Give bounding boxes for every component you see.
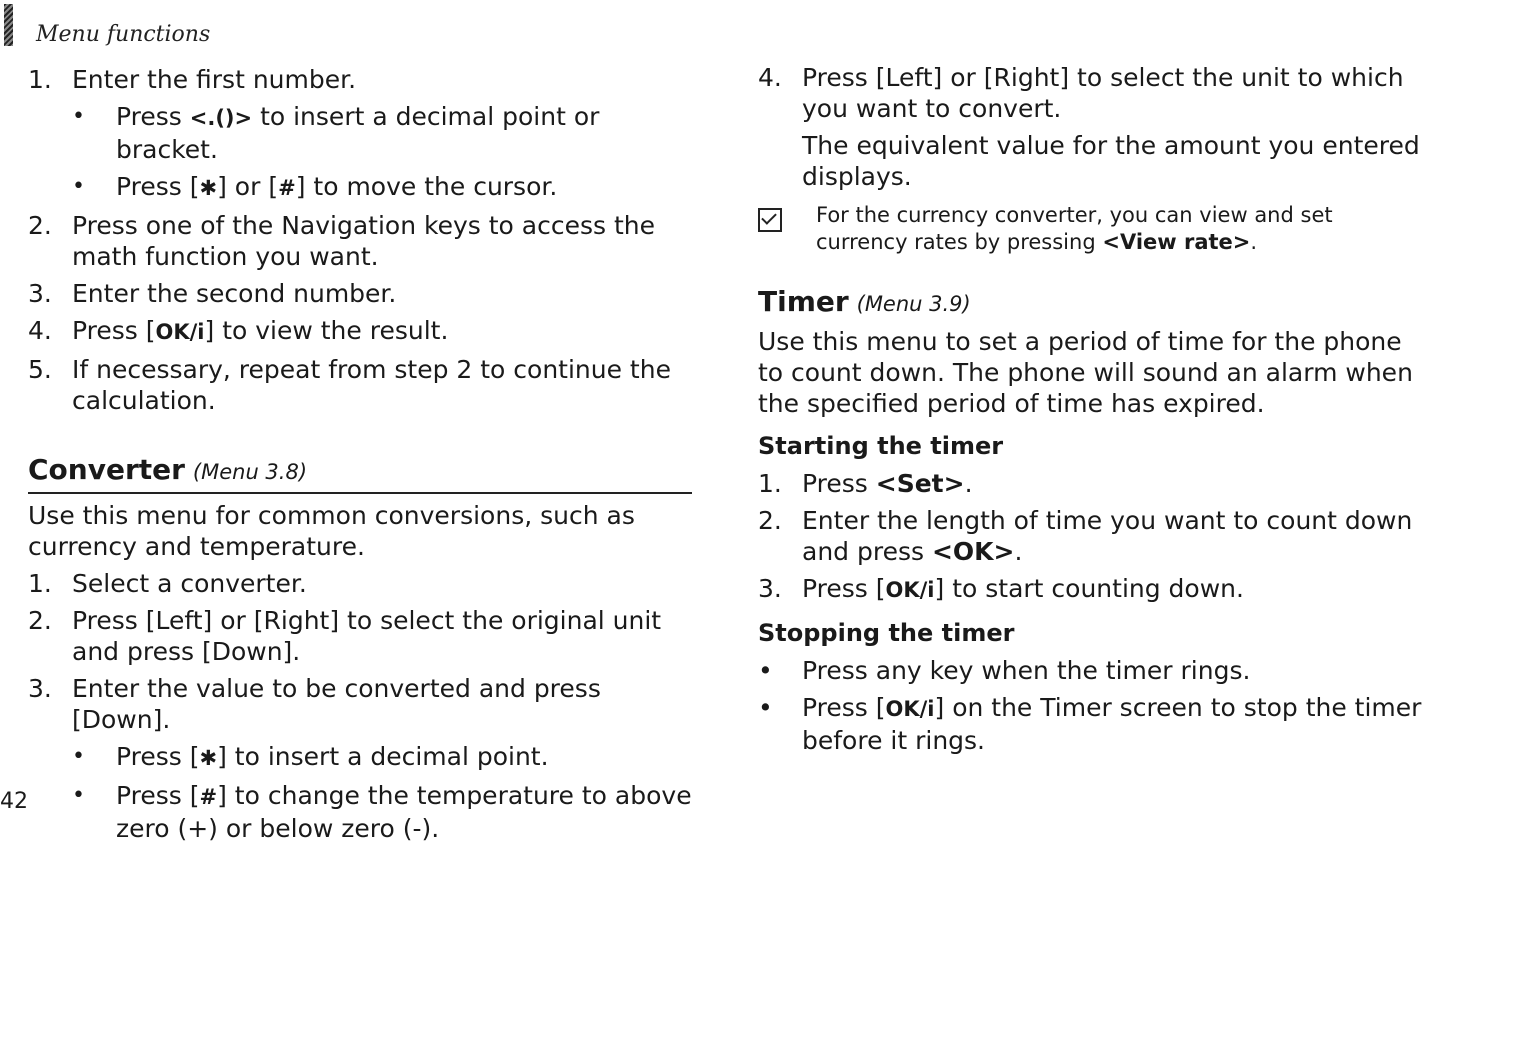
set-key-label: <Set> <box>875 469 965 498</box>
ok-key-label: <OK> <box>931 537 1015 566</box>
bullet-text: Press <.()> to insert a decimal point or bracket. <box>116 102 600 164</box>
star-key-icon: ✱ <box>199 746 218 770</box>
step-number: 1. <box>758 469 782 498</box>
step-text: Enter the second number. <box>72 279 397 308</box>
step-number: 3. <box>28 674 52 703</box>
bullet-text: Press [OK/i] on the Timer screen to stop the timer before it rings. <box>802 693 1422 755</box>
step-text: Press one of the Navigation keys to access the math function you want. <box>72 211 656 271</box>
right-column <box>758 62 1428 756</box>
calc-bullet-1 <box>28 101 692 165</box>
note-box <box>758 202 1428 256</box>
step-number: 1. <box>28 569 52 598</box>
step-text: Press <Set>. <box>802 469 973 498</box>
step-text: Press [OK/i] to view the result. <box>72 316 449 345</box>
bullet-text: Press [✱] to insert a decimal point. <box>116 742 549 771</box>
view-rate-key-label: <View rate> <box>1102 230 1251 254</box>
ok-key-icon: OK/i <box>885 578 935 602</box>
hash-key-icon: # <box>278 176 296 200</box>
step-number: 5. <box>28 355 52 384</box>
converter-menu-ref: (Menu 3.8) <box>192 460 308 484</box>
timer-intro: Use this menu to set a period of time for the phone to count down. The phone will sound an alarm when the specified period of time has expired. <box>758 327 1413 418</box>
timer-step-3 <box>758 573 1428 606</box>
converter-step-2 <box>28 605 692 667</box>
step-text: Press [Left] or [Right] to select the original unit and press [Down]. <box>72 606 662 666</box>
page-number: 42 <box>0 789 28 814</box>
bullet-dot: • <box>758 656 773 685</box>
starting-timer-heading: Starting the timer <box>758 432 1004 460</box>
calc-step-5 <box>28 354 692 416</box>
step-text: Press [Left] or [Right] to select the unit to which you want to convert. <box>802 63 1404 123</box>
step-result-text: The equivalent value for the amount you entered displays. <box>802 131 1420 191</box>
converter-step-4 <box>758 62 1428 192</box>
timer-step-2 <box>758 505 1428 567</box>
step-text: Select a converter. <box>72 569 307 598</box>
converter-heading <box>28 454 692 494</box>
timer-step-1 <box>758 468 1428 499</box>
step-text: If necessary, repeat from step 2 to continue the calculation. <box>72 355 671 415</box>
converter-bullet-2 <box>28 780 692 844</box>
decimal-key-label: <.()> <box>189 106 253 130</box>
step-text: Press [OK/i] to start counting down. <box>802 574 1244 603</box>
stop-bullet-1 <box>758 655 1428 686</box>
step-number: 4. <box>28 316 52 345</box>
step-number: 4. <box>758 63 782 92</box>
step-number: 3. <box>758 574 782 603</box>
header-bar-graphic <box>4 4 13 46</box>
calc-step-2 <box>28 210 692 272</box>
header-title: Menu functions <box>36 22 211 47</box>
stopping-timer-heading: Stopping the timer <box>758 619 1015 647</box>
step-text: Enter the value to be converted and press [Down]. <box>72 674 601 734</box>
step-number: 2. <box>758 506 782 535</box>
converter-title: Converter <box>28 453 185 486</box>
step-text: Enter the first number. <box>72 65 357 94</box>
timer-heading <box>758 286 1428 320</box>
step-text: Enter the length of time you want to count down and press <OK>. <box>802 506 1413 566</box>
bullet-text: Press [#] to change the temperature to above zero (+) or below zero (-). <box>116 781 692 843</box>
bullet-dot: • <box>758 693 773 722</box>
hash-key-icon: # <box>199 785 218 809</box>
bullet-dot: • <box>72 783 85 808</box>
note-text: For the currency converter, you can view and set currency rates by pressing <View rate>. <box>816 203 1333 254</box>
step-number: 2. <box>28 606 52 635</box>
stop-bullet-2 <box>758 692 1428 756</box>
converter-bullet-1 <box>28 741 692 774</box>
bullet-text: Press any key when the timer rings. <box>802 656 1251 685</box>
calc-step-1 <box>28 64 692 95</box>
ok-key-icon: OK/i <box>885 697 935 721</box>
left-column <box>28 64 692 844</box>
bullet-dot: • <box>72 174 85 199</box>
bullet-dot: • <box>72 744 85 769</box>
bullet-dot: • <box>72 104 85 129</box>
calc-step-4 <box>28 315 692 348</box>
step-number: 2. <box>28 211 52 240</box>
converter-step-3 <box>28 673 692 735</box>
step-number: 1. <box>28 65 52 94</box>
calc-bullet-2 <box>28 171 692 204</box>
ok-key-icon: OK/i <box>155 320 205 344</box>
star-key-icon: ✱ <box>199 176 218 200</box>
checkbox-note-icon <box>758 208 782 232</box>
converter-step-1 <box>28 568 692 599</box>
calc-step-3 <box>28 278 692 309</box>
converter-intro: Use this menu for common conversions, such as currency and temperature. <box>28 501 635 561</box>
timer-title: Timer <box>758 285 849 318</box>
step-number: 3. <box>28 279 52 308</box>
timer-menu-ref: (Menu 3.9) <box>856 292 971 316</box>
bullet-text: Press [✱] or [#] to move the cursor. <box>116 172 558 201</box>
